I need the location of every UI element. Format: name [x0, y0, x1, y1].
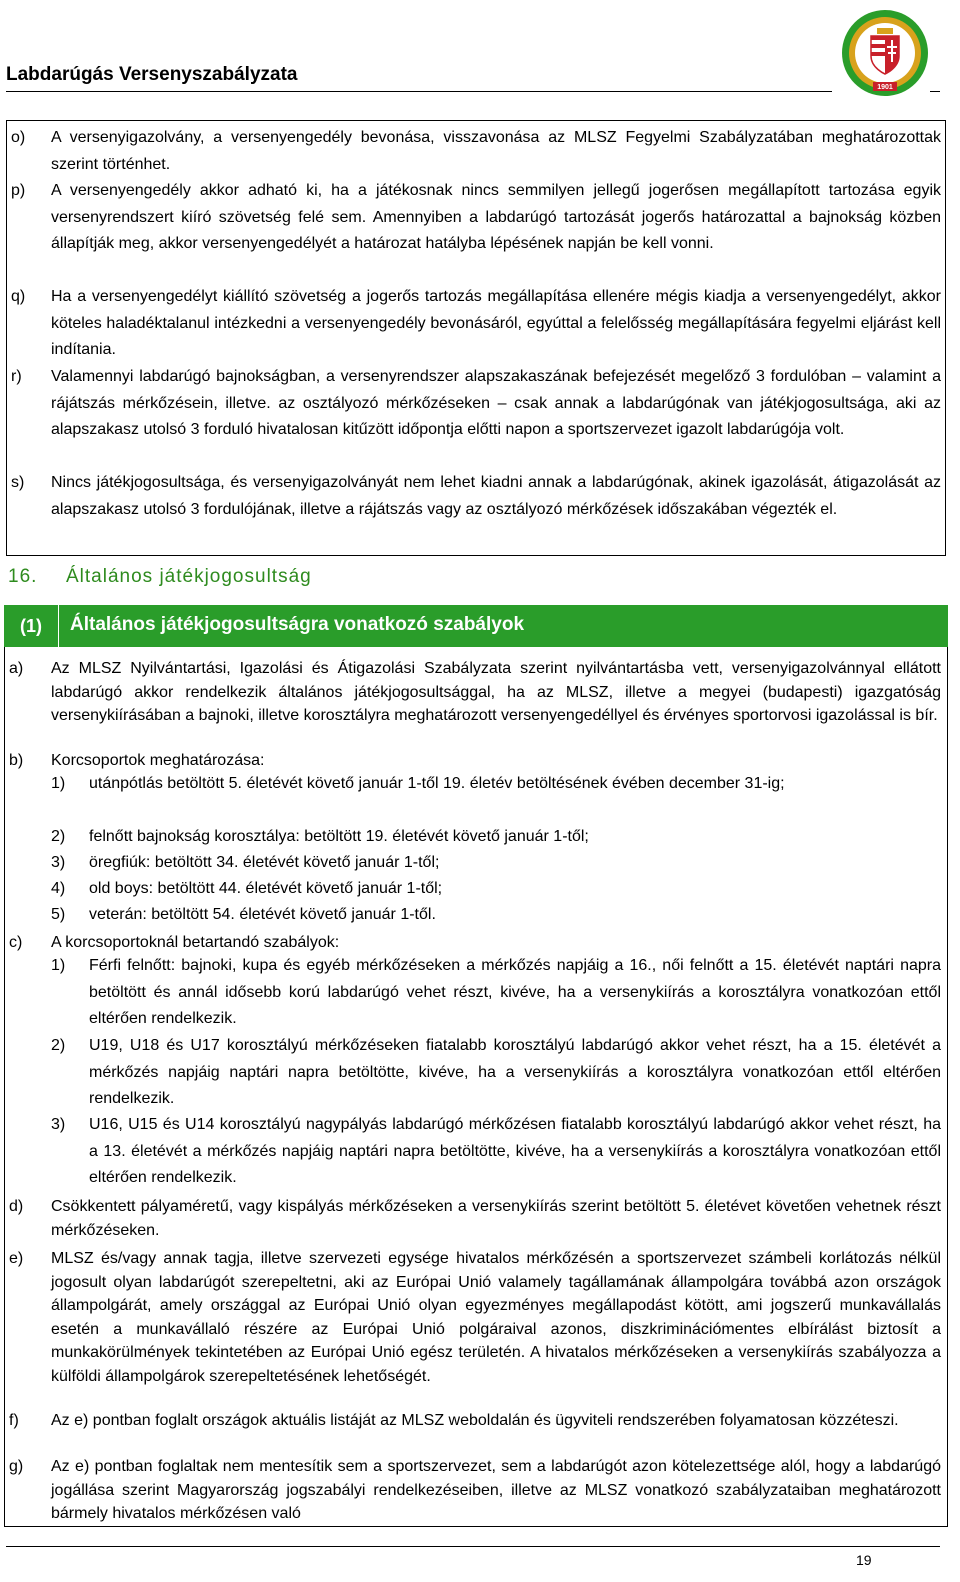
sub-item-label: 3) — [51, 1116, 66, 1133]
footer-divider — [6, 1546, 940, 1547]
sub-item-label: 4) — [51, 880, 66, 897]
general-eligibility-rules-box — [4, 647, 948, 1527]
sub-item-label: 1) — [51, 957, 66, 974]
item-label: f) — [9, 1412, 19, 1429]
svg-text:1901: 1901 — [877, 84, 893, 91]
sub-item-text: U19, U18 és U17 korosztályú mérkőzéseken fiatalabb korosztályú labdarúgó akkor vehet részt, ha a 15. életévét a mérkőzés napjáig naptári napra betöltötte, kivéve, ha a versenykiírás a korosztályra vonatkozóan ettől eltérően rendelkezik. — [89, 1037, 941, 1107]
item-text: Nincs játékjogosultsága, és versenyigazolványát nem lehet kiadni annak a labdarúgónak, akinek igazolását, átigazolását az alapszakasz utolsó 3 fordulójának, illetve a rájátszás vagy az osztályozó mérkőzések időszakában végezték el. — [51, 474, 941, 518]
rules-header-bar — [4, 605, 948, 647]
item-text: Korcsoportok meghatározása: — [51, 752, 265, 769]
header-divider-end — [930, 91, 940, 92]
item-label: e) — [9, 1250, 24, 1267]
sub-item-label: 1) — [51, 775, 66, 792]
mlsz-logo-icon — [840, 8, 930, 98]
sub-item-text: U16, U15 és U14 korosztályú nagypályás labdarúgó mérkőzésen fiatalabb korosztályú labdarúgó akkor vehet részt, ha a 13. életévét a mérkőzés napjáig naptári napra betöltötte, kivéve, ha a versenykiírás a korosztályra vonatkozóan ettől eltérően rendelkezik. — [89, 1116, 941, 1186]
rules-header-number: (1) — [4, 605, 59, 647]
item-label: o) — [11, 129, 26, 146]
sub-item-text: Férfi felnőtt: bajnoki, kupa és egyéb mérkőzéseken a mérkőzés napjáig a 16., női felnőtt a 15. életévét naptári napra betöltött és annál idősebb korú labdarúgó vehet részt, kivéve, ha a versenykiírás a korosztályra vonatkozóan ettől eltérően rendelkezik. — [89, 957, 941, 1027]
item-text: A versenyigazolvány, a versenyengedély bevonása, visszavonása az MLSZ Fegyelmi Szabályzatában meghatározottak szerint történhet. — [51, 129, 941, 173]
item-text: Csökkentett pályaméretű, vagy kispályás mérkőzéseken a versenykiírás szerint betöltött 5. életévet követően vehetnek részt mérkőzéseken. — [51, 1198, 941, 1239]
item-label: p) — [11, 182, 26, 199]
item-label: b) — [9, 752, 24, 769]
previous-rules-box — [6, 120, 946, 556]
item-text: Ha a versenyengedélyt kiállító szövetség a jogerős tartozás megállapítása ellenére mégis kiadja a versenyengedélyt, akkor köteles haladéktalanul intézkedni a versenyengedély bevonásáról, egyúttal a felelősség megállapítására fegyelmi eljárást kell indítania. — [51, 288, 941, 358]
item-text: Az MLSZ Nyilvántartási, Igazolási és Átigazolási Szabályzata szerint nyilvántartásba vett, versenyigazolvánnyal ellátott labdarúgó akkor rendelkezik általános játékjogosultsággal, ha az MLSZ, illetve a megyei (budapesti) igazgatóság versenykiírásában a bajnoki, illetve korosztályra meghatározott versenyengedéllyel és érvényes sportorvosi igazolással is bír. — [51, 660, 941, 724]
item-text: MLSZ és/vagy annak tagja, illetve szervezeti egysége hivatalos mérkőzésén a sportszervezet számbeli korlátozás nélkül jogosult olyan labdarúgót szerepeltetni, aki az Európai Unió valamely tagállamának állampolgára továbbá azon országok állampolgárát, amely országgal az Európai Unió olyan egyezményes megállapodást kötött, ami jogszerű munkavállalás esetén a munkavállaló részére az Európai Unió polgáraival azonos, diszkriminációmentes elbírálást biztosít a munkakörülmények tekintetében az Európai Unió egész területén. A hivatalos mérkőzéseken a versenykiírás szabályozza a külföldi állampolgárok szerepeltetésének lehetőségét. — [51, 1250, 941, 1385]
item-text: Az e) pontban foglalt országok aktuális listáját az MLSZ weboldalán és ügyviteli rendszerében folyamatosan közzéteszi. — [51, 1412, 899, 1429]
item-label: s) — [11, 474, 25, 491]
item-label: d) — [9, 1198, 24, 1215]
sub-item-text: utánpótlás betöltött 5. életévét követő január 1-től 19. életév betöltésének évében december 31-ig; — [89, 775, 785, 792]
sub-item-text: old boys: betöltött 44. életévét követő január 1-től; — [89, 880, 443, 897]
item-label: a) — [9, 660, 24, 677]
sub-item-label: 3) — [51, 854, 66, 871]
item-text: A versenyengedély akkor adható ki, ha a játékosnak nincs semmilyen jellegű jogerősen megállapított tartozása egyik versenyrendszert kiíró szövetség felé sem. Amennyiben a labdarúgó tartozását jogerős határozattal a bajnokság közben állapítják meg, akkor versenyengedélyét a határozat hatályba lépésének napján be kell vonni. — [51, 182, 941, 252]
sub-item-label: 2) — [51, 828, 66, 845]
rules-header-title: Általános játékjogosultságra vonatkozó szabályok — [70, 614, 525, 635]
page-number: 19 — [856, 1552, 872, 1568]
document-title: Labdarúgás Versenyszabályzata — [6, 64, 298, 85]
sub-item-text: felnőtt bajnokság korosztálya: betöltött 19. életévét követő január 1-től; — [89, 828, 589, 845]
item-label: g) — [9, 1458, 24, 1475]
sub-item-label: 2) — [51, 1037, 66, 1054]
sub-item-label: 5) — [51, 906, 66, 923]
section-title: Általános játékjogosultság — [66, 566, 312, 587]
item-label: r) — [11, 368, 22, 385]
section-heading — [8, 566, 312, 588]
item-text: A korcsoportoknál betartandó szabályok: — [51, 934, 340, 951]
item-label: q) — [11, 288, 26, 305]
item-text: Az e) pontban foglaltak nem mentesítik sem a sportszervezet, sem a labdarúgót azon kötelezettsége alól, hogy a labdarúgó jogállása szerint Magyarország jogszabályi rendelkezéseiben, illetve az MLSZ vonatkozó szabályzataiban meghatározott bármely hivatalos mérkőzésen való — [51, 1458, 941, 1522]
sub-item-text: öregfiúk: betöltött 34. életévét követő január 1-től; — [89, 854, 440, 871]
sub-item-text: veterán: betöltött 54. életévét követő január 1-től. — [89, 906, 436, 923]
header-divider — [6, 91, 832, 92]
section-number: 16. — [8, 566, 38, 587]
item-text: Valamennyi labdarúgó bajnokságban, a versenyrendszer alapszakaszának befejezését megelőző 3 fordulóban – valamint a rájátszás mérkőzésein, illetve. az osztályozó mérkőzéseken – csak annak a labdarúgónak van játékjogosultsága, aki az alapszakasz utolsó 3 forduló hivatalosan kitűzött időpontja előtti napon a sportszervezet igazolt labdarúgója volt. — [51, 368, 941, 438]
item-label: c) — [9, 934, 23, 951]
